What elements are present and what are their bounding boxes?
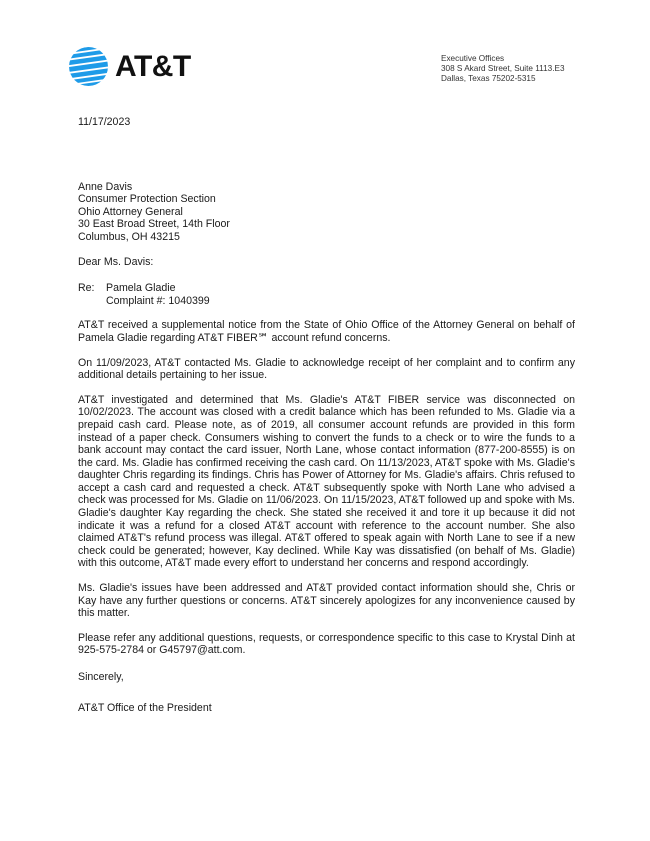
letter-paragraph: AT&T investigated and determined that Ms. Gladie's AT&T FIBER service was disconnected on 10/02/2023. The account was closed with a credit balance which has been refunded to Ms. Gladie via a prepaid cash card. Please note, as of 2019, all consumer account refunds are provided in this form instead of a paper check. Consumers wishing to convert the funds to a check or to wire the funds to a bank account may contact the card issuer, North Lane, whose contact information (877-200-8555) is on the card. Ms. Gladie has confirmed receiving the cash card. On 11/13/2023, AT&T spoke with Ms. Gladie's daughter Chris regarding its findings. Chris has Power of Attorney for Ms. Gladie's affairs. Chris refused to accept a cash card and requested a check. AT&T subsequently spoke with North Lane who advised a check was processed for Ms. Gladie on 11/06/2023. On 11/15/2023, AT&T followed up and spoke with Ms. Gladie's daughter Kay regarding the check. She stated she received it and tore it up because it did not indicate it was a refund for a closed AT&T account with reference to the account number. She also claimed AT&T's refund process was illegal. AT&T offered to speak again with North Lane to see if a new check could be generated; however, Kay declined. While Kay was dissatisfied (on behalf of Ms. Gladie) with this outcome, AT&T made every effort to understand her concerns and respond accordingly. [78,393,575,570]
reference-label: Re: [78,282,95,295]
office-line: Dallas, Texas 75202-5315 [441,74,536,83]
reference-line: Pamela Gladie [106,282,176,295]
brand-name: AT&T [115,49,191,83]
letter-paragraph: On 11/09/2023, AT&T contacted Ms. Gladie to acknowledge receipt of her complaint and to confirm any additional details pertaining to her issue. [78,356,575,382]
recipient-line: Anne Davis [78,180,133,193]
reference-block [78,282,575,307]
office-line: Executive Offices [441,54,505,63]
reference-line: Complaint #: 1040399 [106,294,210,307]
att-globe-icon [68,46,109,87]
recipient-address [78,181,575,244]
closing: Sincerely, [78,671,124,683]
executive-office-address [441,54,565,84]
letter-date: 11/17/2023 [78,116,131,128]
recipient-line: Columbus, OH 43215 [78,230,180,243]
letter-paragraph: Ms. Gladie's issues have been addressed and AT&T provided contact information should she, Chris or Kay have any further questions or concerns. AT&T sincerely apologizes for any inconvenience caused by this matter. [78,582,575,620]
recipient-line: Consumer Protection Section [78,193,216,206]
office-line: 308 S Akard Street, Suite 1113.E3 [441,64,565,73]
salutation: Dear Ms. Davis: [78,255,154,268]
letter-paragraph: AT&T received a supplemental notice from the State of Ohio Office of the Attorney General on behalf of Pamela Gladie regarding AT&T FIBER℠ account refund concerns. [78,319,575,344]
letter-body [78,116,575,714]
recipient-line: 30 East Broad Street, 14th Floor [78,218,230,231]
att-logo [68,46,191,87]
signature: AT&T Office of the President [78,701,212,714]
letter-paragraph: Please refer any additional questions, requests, or correspondence specific to this case to Krystal Dinh at 925-575-2784 or G45797@att.com. [78,631,575,657]
recipient-line: Ohio Attorney General [78,205,183,218]
